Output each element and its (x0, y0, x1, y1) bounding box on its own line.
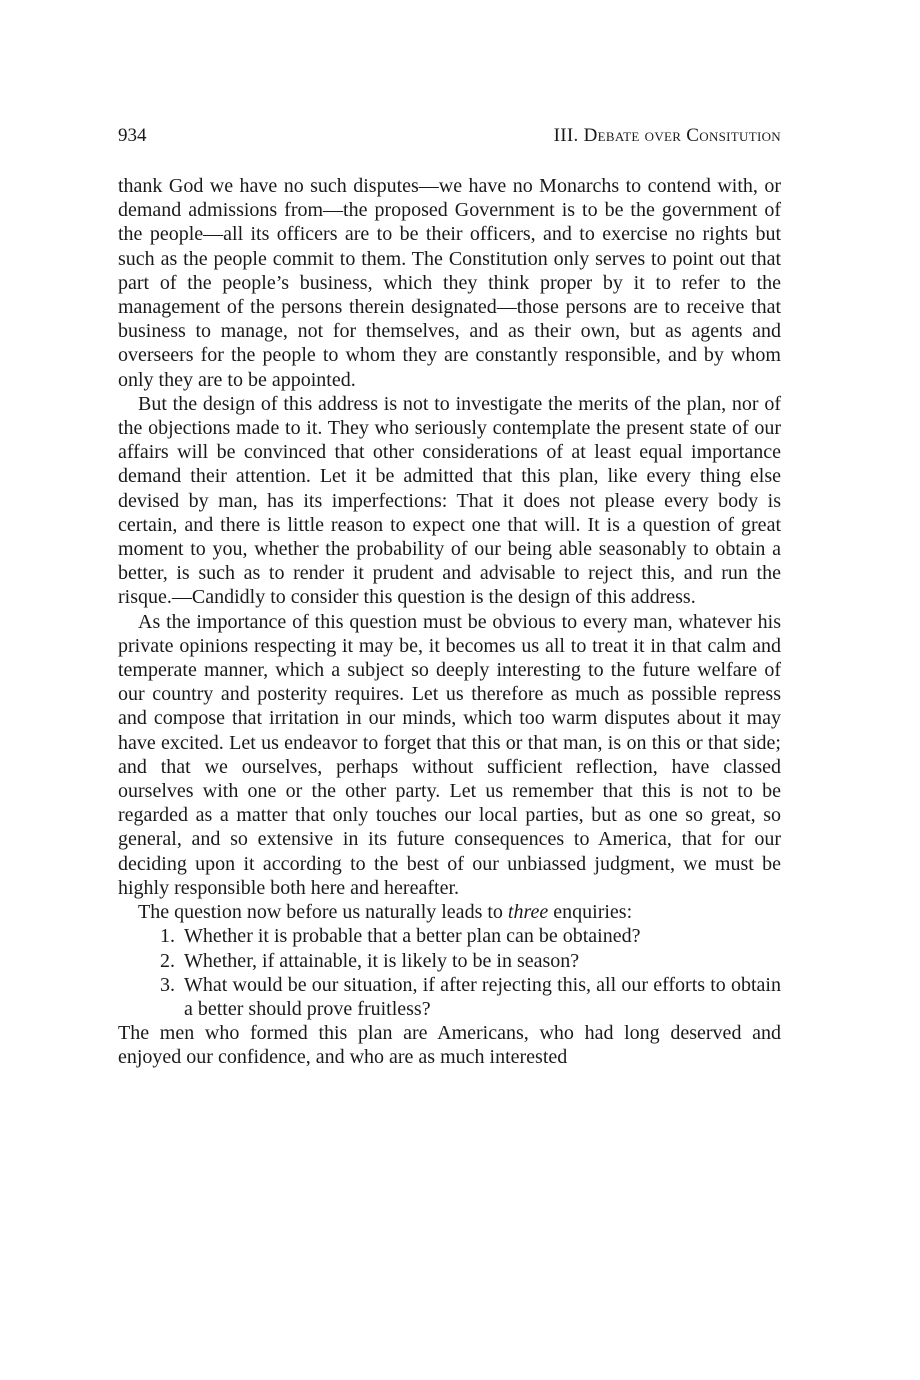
enquiries-intro-before: The question now before us naturally leads to (138, 901, 508, 924)
enquiries-intro (118, 900, 781, 924)
paragraph: The men who formed this plan are Americans, who had long deserved and enjoyed our confidence, and who are as much interested (118, 1022, 781, 1069)
page-number: 934 (118, 125, 147, 146)
list-item-number: 1. (160, 925, 175, 948)
enquiries-intro-after: enquiries: (548, 901, 633, 924)
list-item-text: What would be our situation, if after rejecting this, all our efforts to obtain a better should prove fruitless? (184, 973, 781, 1020)
list-item (118, 949, 781, 973)
paragraph: thank God we have no such disputes—we have no Monarchs to contend with, or demand admissions from—the proposed Government is to be the government of the people—all its officers are to be their officers, and to exercise no rights but such as the people commit to them. The Constitution only serves to point out that part of the people’s business, which they think proper by it to refer to the management of the persons therein designated—those persons are to receive that business to manage, not for themselves, and as their own, but as agents and overseers for the people to whom they are constantly responsible, and by whom only they are to be appointed. (118, 175, 781, 391)
running-head (118, 124, 781, 148)
enquiries-intro-emphasis: three (507, 901, 549, 924)
paragraph: But the design of this address is not to investigate the merits of the plan, nor of the objections made to it. They who seriously contemplate the present state of our affairs will be convinced that other considerations of at least equal importance demand their attention. Let it be admitted that this plan, like every thing else devised by man, has its imperfections: That it does not please every body is certain, and there is little reason to expect one that will. It is a question of great moment to you, whether the probability of our being able seasonably to obtain a better, is such as to render it prudent and advisable to reject this, and run the risque.—Candidly to consider this question is the design of this address. (118, 392, 781, 609)
list-item (118, 924, 781, 948)
document-page (118, 124, 781, 1070)
list-item-text: Whether, if attainable, it is likely to be in season? (184, 949, 580, 972)
list-item-number: 2. (160, 949, 175, 972)
paragraph: As the importance of this question must be obvious to every man, whatever his private opinions respecting it may be, it becomes us all to treat it in that calm and temperate manner, which a subject so deeply interesting to the future welfare of our country and posterity requires. Let us therefore as much as possible repress and compose that irritation in our minds, which too warm disputes about it may have excited. Let us endeavor to forget that this or that man, is on this or that side; and that we ourselves, perhaps without sufficient reflection, have classed ourselves with one or the other party. Let us remember that this is not to be regarded as a matter that only touches our local parties, but as one so great, so general, and so extensive in its future consequences to America, that for our deciding upon it according to the best of our unbiassed judgment, we must be highly responsible both here and hereafter. (118, 610, 781, 899)
body-text (118, 174, 781, 1070)
list-item (118, 973, 781, 1021)
list-item-number: 3. (160, 973, 175, 996)
enquiries-list (118, 924, 781, 1021)
running-title: III. Debate over Consitution (553, 125, 781, 146)
list-item-text: Whether it is probable that a better plan can be obtained? (184, 925, 641, 948)
